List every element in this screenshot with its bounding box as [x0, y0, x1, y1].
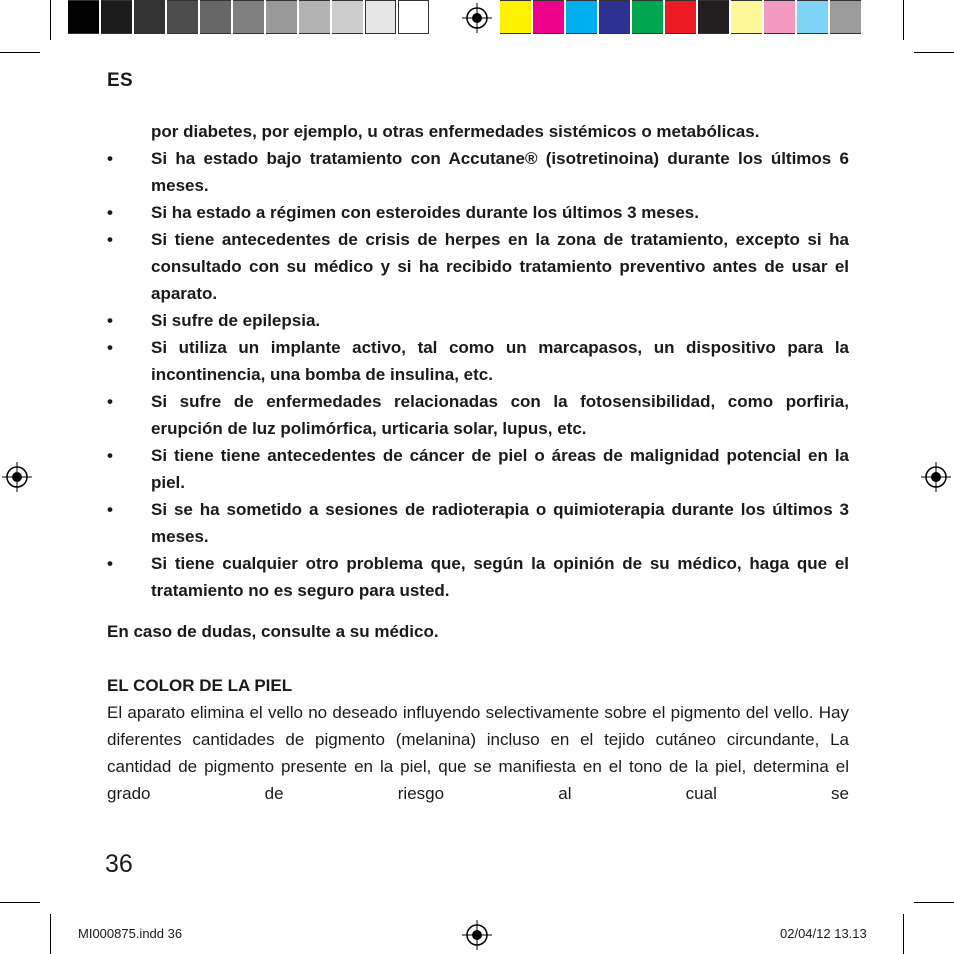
list-item: [107, 496, 849, 550]
color-swatch: [599, 0, 630, 34]
color-swatch: [299, 0, 330, 34]
color-calibration-bar: [500, 0, 863, 36]
list-item-text: Si ha estado a régimen con esteroides durante los últimos 3 meses.: [151, 203, 699, 222]
bullet: •: [107, 311, 113, 330]
bullet: •: [107, 392, 113, 411]
list-item-text: Si tiene tiene antecedentes de cáncer de piel o áreas de malignidad potencial en la piel.: [151, 446, 849, 492]
color-swatch: [365, 0, 396, 34]
list-item: [107, 550, 849, 604]
color-swatch: [764, 0, 795, 34]
list-item: [107, 442, 849, 496]
crop-mark: [903, 0, 904, 40]
color-swatch: [533, 0, 564, 34]
crop-mark: [50, 0, 51, 40]
color-swatch: [134, 0, 165, 34]
bullet: •: [107, 554, 113, 573]
color-swatch: [566, 0, 597, 34]
color-swatch: [398, 0, 429, 34]
list-item: [107, 199, 849, 226]
list-item: [107, 307, 849, 334]
bullet: •: [107, 230, 113, 249]
list-item: [107, 334, 849, 388]
color-swatch: [632, 0, 663, 34]
color-swatch: [233, 0, 264, 34]
language-tag: ES: [107, 70, 133, 91]
color-swatch: [101, 0, 132, 34]
bullet: •: [107, 446, 113, 465]
grayscale-calibration-bar: [68, 0, 431, 36]
color-swatch: [665, 0, 696, 34]
slug-datetime: 02/04/12 13.13: [780, 926, 867, 941]
list-item: [107, 226, 849, 307]
list-item-text: Si se ha sometido a sesiones de radioterapia o quimioterapia durante los últimos 3 meses.: [151, 500, 849, 546]
crop-mark: [914, 902, 954, 903]
color-swatch: [500, 0, 531, 34]
bullet: •: [107, 149, 113, 168]
crop-mark: [0, 902, 40, 903]
list-item-text: Si ha estado bajo tratamiento con Accutane® (isotretinoina) durante los últimos 6 meses.: [151, 149, 849, 195]
crop-mark: [914, 52, 954, 53]
page-content: [107, 118, 849, 807]
crop-mark: [0, 52, 40, 53]
page-number: 36: [105, 850, 133, 878]
bullet: •: [107, 203, 113, 222]
registration-mark-icon: [2, 462, 32, 492]
list-item: [107, 145, 849, 199]
section-heading: EL COLOR DE LA PIEL: [107, 676, 293, 695]
list-item-text: Si tiene cualquier otro problema que, según la opinión de su médico, haga que el tratamiento no es seguro para usted.: [151, 554, 849, 600]
crop-mark: [50, 914, 51, 954]
registration-mark-icon: [462, 920, 492, 950]
slug-filename: MI000875.indd 36: [78, 926, 183, 941]
continuation-paragraph: por diabetes, por ejemplo, u otras enfermedades sistémicos o metabólicas.: [151, 122, 760, 141]
crop-mark: [903, 914, 904, 954]
color-swatch: [68, 0, 99, 34]
color-swatch: [200, 0, 231, 34]
list-item: [107, 388, 849, 442]
registration-mark-icon: [462, 3, 492, 33]
registration-mark-icon: [921, 462, 951, 492]
contraindication-list: [107, 145, 849, 604]
color-swatch: [167, 0, 198, 34]
color-swatch: [266, 0, 297, 34]
list-item-text: Si tiene antecedentes de crisis de herpes en la zona de tratamiento, excepto si ha consultado con su médico y si ha recibido tratamiento preventivo antes de usar el aparato.: [151, 230, 849, 303]
color-swatch: [830, 0, 861, 34]
color-swatch: [698, 0, 729, 34]
color-swatch: [797, 0, 828, 34]
color-swatch: [332, 0, 363, 34]
list-item-text: Si utiliza un implante activo, tal como un marcapasos, un dispositivo para la incontinencia, una bomba de insulina, etc.: [151, 338, 849, 384]
bullet: •: [107, 338, 113, 357]
color-swatch: [731, 0, 762, 34]
bullet: •: [107, 500, 113, 519]
section-body-paragraph: El aparato elimina el vello no deseado influyendo selectivamente sobre el pigmento del vello. Hay diferentes cantidades de pigmento (melanina) incluso en el tejido cutáneo circundante, La cantidad de pigmento presente en la piel, que se manifiesta en el tono de la piel, determina el grado de riesgo al cual se: [107, 703, 849, 803]
advice-text: En caso de dudas, consulte a su médico.: [107, 622, 439, 641]
list-item-text: Si sufre de epilepsia.: [151, 311, 321, 330]
list-item-text: Si sufre de enfermedades relacionadas con la fotosensibilidad, como porfiria, erupción de luz polimórfica, urticaria solar, lupus, etc.: [151, 392, 849, 438]
